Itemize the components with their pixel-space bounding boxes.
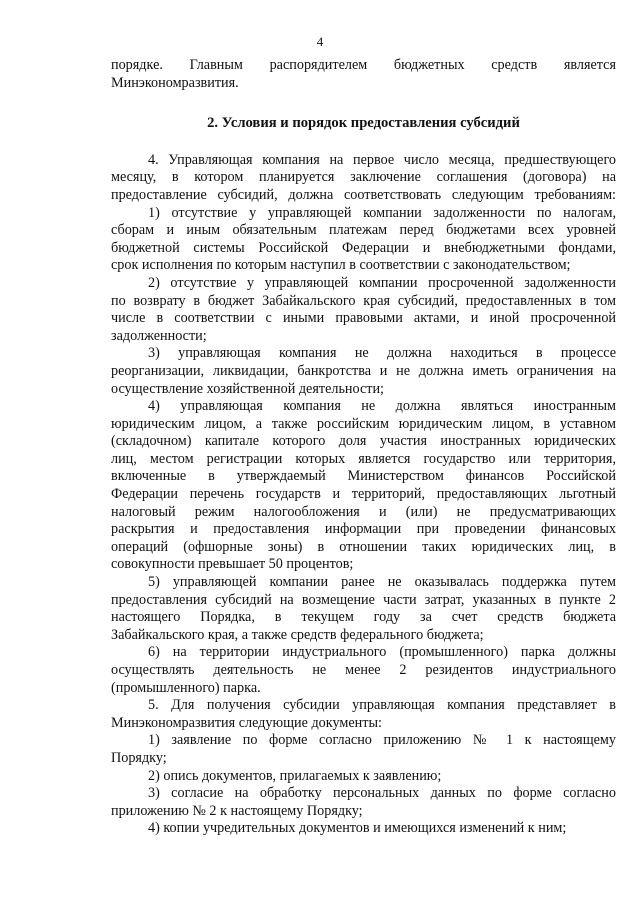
text-line: 5. Для получения субсидии управляющая компания представляет в xyxy=(148,697,616,714)
text-line: операций (офшорные зоны) в отношении таких юридических лиц, в xyxy=(111,538,616,555)
text-line: срок исполнения по которым наступил в соответствии с законодательством; xyxy=(111,257,571,274)
text-line: осуществлять деятельность не менее 2 резидентов индустриального xyxy=(111,662,616,678)
text-line: месяцу, в котором планируется заключение соглашения (договора) на xyxy=(111,169,616,186)
text-line: лиц, местом регистрации которых является государство или территория, xyxy=(111,450,616,467)
text-line: включенные в утверждаемый Министерством финансов Российской xyxy=(111,468,616,485)
document-body xyxy=(111,57,616,838)
text-line: 4) копии учредительных документов и имеющихся изменений к ним; xyxy=(148,820,567,837)
text-line: 4) управляющая компания не должна являться иностранным xyxy=(148,398,616,415)
section-title: 2. Условия и порядок предоставления субсидий xyxy=(207,115,520,132)
text-line: 3) согласие на обработку персональных данных по форме согласно xyxy=(148,785,616,802)
text-line: Федерации перечень государств и территорий, предоставляющих льготный xyxy=(111,486,616,503)
text-line: (складочном) капитале которого доля участия иностранных юридических xyxy=(111,433,616,450)
page-number: 4 xyxy=(316,34,324,49)
text-line: Минэкономразвития следующие документы: xyxy=(111,714,382,731)
text-line: Порядку; xyxy=(111,749,167,766)
text-line: 5) управляющей компании ранее не оказывалась поддержка путем xyxy=(148,574,616,591)
text-line: 1) отсутствие у управляющей компании задолженности по налогам, xyxy=(148,204,616,221)
text-line: реорганизации, ликвидации, банкротства и не должна иметь ограничения на xyxy=(111,362,616,379)
text-line: приложению № 2 к настоящему Порядку; xyxy=(111,802,363,819)
text-line: раскрытия и предоставления информации при проведении финансовых xyxy=(111,521,616,538)
text-line: сборам и иным обязательным платежам перед бюджетами всех уровней xyxy=(111,222,616,239)
text-line: порядке. Главным распорядителем бюджетных средств является xyxy=(111,57,616,73)
text-line: настоящего Порядка, в текущем году за счет средств бюджета xyxy=(111,609,616,626)
text-line: 1) заявление по форме согласно приложению № 1 к настоящему xyxy=(148,732,616,749)
text-line: 6) на территории индустриального (промышленного) парка должны xyxy=(148,644,616,661)
text-line: юридическим лицом, а также российским юридическим лицом, в уставном xyxy=(111,415,616,432)
text-line: Минэкономразвития. xyxy=(111,74,239,91)
text-line: Забайкальского края, а также средств федерального бюджета; xyxy=(111,626,484,643)
text-line: 4. Управляющая компания на первое число месяца, предшествующего xyxy=(148,151,616,168)
text-line: совокупности превышает 50 процентов; xyxy=(111,556,354,573)
text-line: 2) отсутствие у управляющей компании просроченной задолженности xyxy=(148,274,616,291)
text-line: бюджетной системы Российской Федерации и внебюджетными фондами, xyxy=(111,239,616,256)
text-line: (промышленного) парка. xyxy=(111,679,261,696)
text-line: 2) опись документов, прилагаемых к заявлению; xyxy=(148,767,442,784)
text-line: по возврату в бюджет Забайкальского края субсидий, предоставленных в том xyxy=(111,292,616,309)
text-line: налоговый режим налогообложения и (или) не предусматривающих xyxy=(111,503,616,520)
text-line: осуществление хозяйственной деятельности; xyxy=(111,380,384,397)
text-line: 3) управляющая компания не должна находиться в процессе xyxy=(148,345,616,362)
text-line: предоставление субсидий, должна соответствовать следующим требованиям: xyxy=(111,186,616,203)
text-line: задолженности; xyxy=(111,327,207,344)
text-line: числе в соответствии с иными правовыми актами, и иной просроченной xyxy=(111,310,616,327)
text-line: предоставления субсидий на возмещение части затрат, указанных в пункте 2 xyxy=(111,591,616,608)
